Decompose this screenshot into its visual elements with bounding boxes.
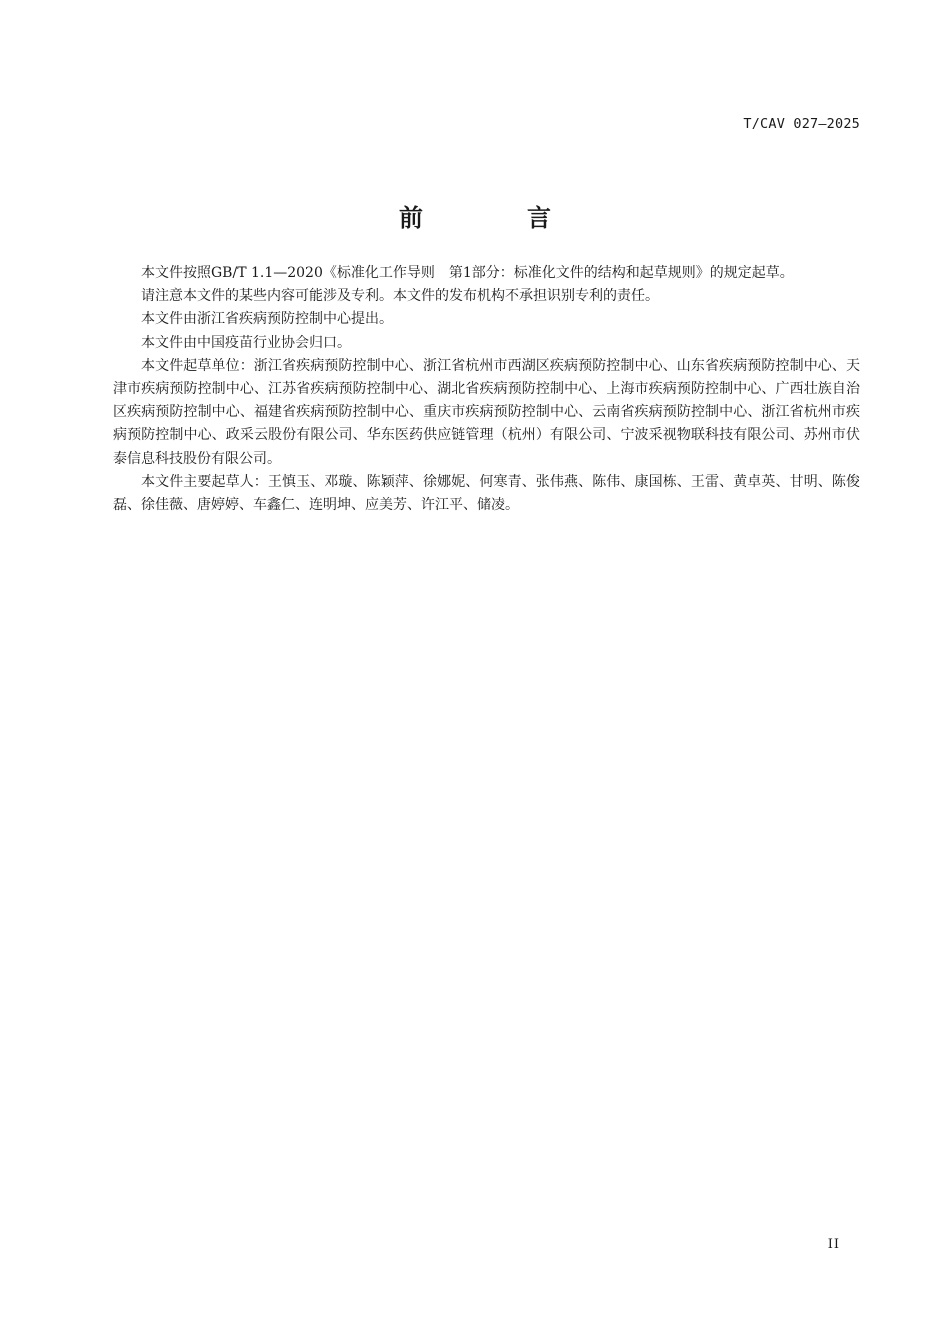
page-number: II [827, 1237, 840, 1252]
paragraph-administrator: 本文件由中国疫苗行业协会归口。 [141, 334, 351, 351]
paragraph-drafting-units: 本文件起草单位：浙江省疾病预防控制中心、浙江省杭州市西湖区疾病预防控制中心、山东省疾病预防控制中心、天津市疾病预防控制中心、江苏省疾病预防控制中心、湖北省疾病预防控制中心、上海市疾病预防控制中心、广西壮族自治区疾病预防控制中心、福建省疾病预防控制中心、重庆市疾病预防控制中心、云南省疾病预防控制中心、浙江省杭州市疾病预防控制中心、政采云股份有限公司、华东医药供应链管理（杭州）有限公司、宁波采视物联科技有限公司、苏州市伏泰信息科技股份有限公司。 [113, 357, 860, 467]
document-code: T/CAV 027—2025 [743, 116, 860, 132]
paragraph-drafters: 本文件主要起草人：王慎玉、邓璇、陈颖萍、徐娜妮、何寒青、张伟燕、陈伟、康国栋、王雷、黄卓英、甘明、陈俊磊、徐佳薇、唐婷婷、车鑫仁、连明坤、应美芳、许江平、储凌。 [113, 473, 860, 514]
paragraph-patent-notice: 请注意本文件的某些内容可能涉及专利。本文件的发布机构不承担识别专利的责任。 [141, 288, 659, 305]
paragraph-proposer: 本文件由浙江省疾病预防控制中心提出。 [141, 311, 393, 328]
preface-body [113, 262, 860, 517]
paragraph-drafting-rules: 本文件按照GB/T 1.1—2020《标准化工作导则 第1部分：标准化文件的结构和起草规则》的规定起草。 [141, 265, 794, 281]
page-title: 前 言 [399, 204, 591, 232]
